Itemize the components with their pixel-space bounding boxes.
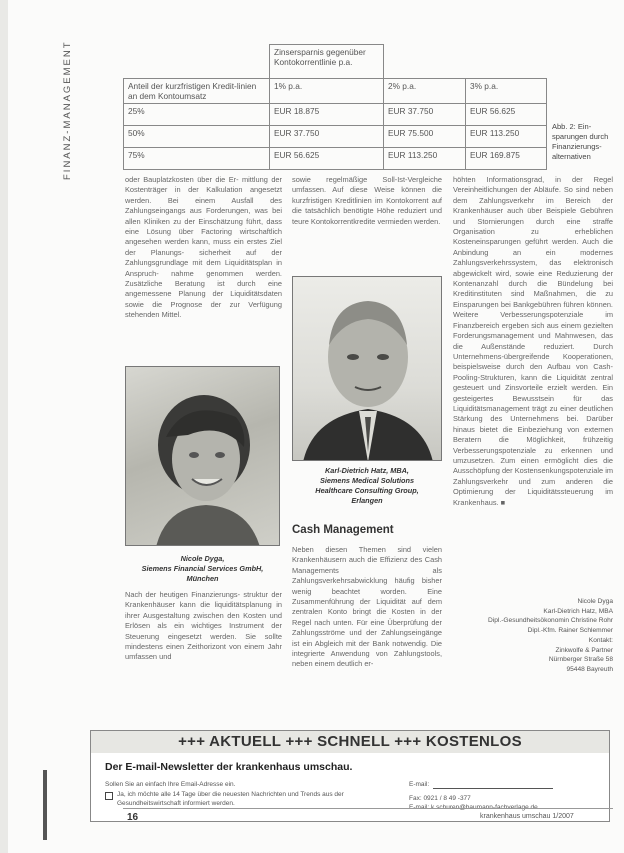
table-header-cell	[466, 45, 547, 79]
author-block	[453, 597, 613, 675]
body-text-column-1-bottom: Nach der heutigen Finanzierungs- struktur der Krankenhäuser kann die liquiditätsplanung in ihrer Ausgestaltung zwischen den Kosten und Erlösen als ein wichtiges Instrument der Steuerung eingesetzt werden. Sie sollte mindestens einen Zeithorizont von einem Jahr umfassen und	[125, 590, 282, 662]
caption-line: Healthcare Consulting Group,	[315, 486, 419, 495]
author-line: Nicole Dyga	[577, 598, 613, 605]
table-cell: 3% p.a.	[466, 79, 547, 104]
body-text-column-2-top: sowie regelmäßige Soll-Ist-Vergleiche umfassen. Auf diese Weise können die kurzfristigen Kreditlinien im Kontokorrent auf die tatsächlich benötigte Höhe reduziert und teure Kontokorrentkredite vermieden werden.	[292, 175, 442, 226]
author-line: 95448 Bayreuth	[566, 665, 613, 673]
table-row	[124, 79, 547, 104]
caption-line: Nicole Dyga,	[180, 554, 225, 563]
caption-line: Karl-Dietrich Hatz, MBA,	[325, 466, 409, 475]
table-cell: 1% p.a.	[270, 79, 384, 104]
table-cell: 2% p.a.	[384, 79, 466, 104]
table-cell: EUR 37.750	[384, 104, 466, 126]
ad-headline: +++ AKTUELL +++ SCHNELL +++ KOSTENLOS	[91, 731, 609, 753]
author-line: Dipl.-Kfm. Rainer Schlemmer	[527, 627, 613, 635]
table-cell: 75%	[124, 148, 270, 170]
table-cell: EUR 37.750	[270, 126, 384, 148]
table-cell: EUR 56.625	[270, 148, 384, 170]
portrait-man-graphic	[293, 277, 442, 461]
footer-rule	[123, 808, 613, 809]
table-cell: EUR 113.250	[384, 148, 466, 170]
ad-subtitle: Der E-mail-Newsletter der krankenhaus umschau.	[105, 761, 353, 773]
table-cell: EUR 18.875	[270, 104, 384, 126]
journal-name: krankenhaus umschau 1/2007	[480, 813, 574, 820]
author-line: Dipl.-Gesundheitsökonomin Christine Rohr	[488, 617, 613, 625]
figure-caption: Abb. 2: Ein-sparungen durch Finanzierungs-alternativen	[552, 122, 609, 161]
email-label: E-mail:	[409, 781, 430, 788]
table-row	[124, 104, 547, 126]
caption-line: Erlangen	[351, 496, 383, 505]
table-cell: EUR 75.500	[384, 126, 466, 148]
body-text-column-3: höhten Informationsgrad, in der Regel Vereinheitlichungen der Abläufe. So sind neben dem Zahlungsverkehr im Bereich der Krankenhäuser auch über Beispiele Gebühren und Stornierungen durch eine straffe Organisation zu erheblichen Kosteneinsparungen geführt werden. Auch die Anbindung an ein modernes Zahlungsverkehrssystem, das elektronisch abgewickelt wird, sowie eine Reduzierung der Kontenanzahl durch die Bündelung bei Kreditinstituten sind Maßnahmen, die zu Einsparungen bei Bankgebühren führen können. Weitere Verbesserungspotenziale im Finanzbereich ergeben sich aus einem gezielten Forderungsmanagement und Mahnwesen, das die Außenstände reduziert. Durch Unternehmens-übergreifende Kooperationen, beispielsweise durch den Aufbau von Cash-Pooling-Strukturen, kann die Liquidität zentral gesteuert und Zinsvorteile erzielt werden. Ein gesteigertes Bewusstsein für das Liquiditätsmanagement trägt zu einer deutlichen Stärkung des Unternehmens bei. Darüber hinaus bietet die Einbeziehung von externen Beratern die Möglichkeit, frühzeitig Verbesserungspotenziale zu erkennen und umzusetzen. Zum einen ermöglicht dies die Ausschöpfung der Kostensenkungspotenziale im Zahlungsverkehr und zum anderen die Optimierung der Liquiditätssteuerung im Krankenhaus. ■	[453, 175, 613, 507]
body-text-column-1-top: oder Bauplatzkosten über die Er- mittlung der Kostenträger in der Kalkulation angesetzt werden. Bei einem Ausfall des Zahlungseingangs aus Forderungen, was bei allen Kliniken zu der Einschätzung führt, dass eine Lösung über Factoring wirtschaftlich angesehen werden kann, muss ein erstes Ziel der Planungs- sicherheit auf der Zahlungsgrundlage mit dem Liquiditätsplan in Anspruch- nahme genommen werden. Zusätzliche Beratung ist durch eine angemessene Planung der Liquiditätsdaten sowie die Prognose der zur Verfügung stehenden Mittel.	[125, 175, 282, 320]
caption-line: Siemens Medical Solutions	[319, 476, 415, 485]
page-number: 16	[127, 812, 139, 823]
ad-instruction: Sollen Sie an einfach Ihre Email-Adresse ein.	[105, 781, 236, 788]
subscribe-checkbox[interactable]	[105, 792, 113, 800]
section-label-text: FINANZ-MANAGEMENT	[62, 40, 73, 180]
email-field[interactable]	[433, 788, 553, 789]
table-cell: EUR 113.250	[466, 126, 547, 148]
portrait-photo-nicole-dyga	[125, 366, 280, 546]
section-label	[62, 40, 88, 180]
table-header-row	[124, 45, 547, 79]
author-line: Zinkwolfe & Partner	[555, 646, 613, 654]
table-header-cell	[124, 45, 270, 79]
table-cell: Anteil der kurzfristigen Kredit-linien an dem Kontoumsatz	[124, 79, 270, 104]
table-cell: 25%	[124, 104, 270, 126]
author-line: Kontakt:	[588, 636, 613, 644]
portrait-photo-karl-dietrich-hatz	[292, 276, 442, 461]
caption-line: Siemens Financial Services GmbH,	[141, 564, 264, 573]
portrait-caption-man	[292, 466, 442, 506]
binding-strip	[43, 770, 47, 840]
table-header-cell: Zinsersparnis gegenüber Kontokorrentlinie p.a.	[270, 45, 384, 79]
author-line: Karl-Dietrich Hatz, MBA	[543, 607, 613, 615]
table-row	[124, 126, 547, 148]
section-heading-cash-management: Cash Management	[292, 524, 394, 536]
fax-number: Fax: 0921 / 8 49 -377	[409, 795, 471, 802]
contact-email: E-mail: k.schuren@baumann-fachverlage.de	[409, 804, 538, 811]
savings-table	[123, 44, 547, 170]
caption-line: München	[186, 574, 219, 583]
portrait-caption-woman	[125, 554, 280, 584]
table-cell: EUR 56.625	[466, 104, 547, 126]
author-line: Nürnberger Straße 58	[548, 656, 613, 664]
table-cell: EUR 169.875	[466, 148, 547, 170]
table-row	[124, 148, 547, 170]
subscribe-checkbox-label: Ja, ich möchte alle 14 Tage über die neuesten Nachrichten und Trends aus der Gesundheitswirtschaft informiert werden.	[117, 791, 344, 807]
page-left-edge	[0, 0, 8, 853]
table-header-cell	[384, 45, 466, 79]
table-cell: 50%	[124, 126, 270, 148]
portrait-woman-graphic	[126, 367, 280, 546]
body-text-column-2-bottom: Neben diesen Themen sind vielen Krankenhäusern auch die Effizienz des Cash Managements als Zahlungsverkehrsabwicklung häufig bisher wenig beachtet worden. Eine Zusammenführung der Liquidität auf dem zentralen Konto bringt die Kosten in der Regel nach unten. Für eine Überprüfung der Zahlungsströme und der Zahlungseingänge ist ein Abgleich mit der Bank notwendig. Die integrierte Anwendung von Zahlungstools, neben einem deutlich er-	[292, 545, 442, 669]
